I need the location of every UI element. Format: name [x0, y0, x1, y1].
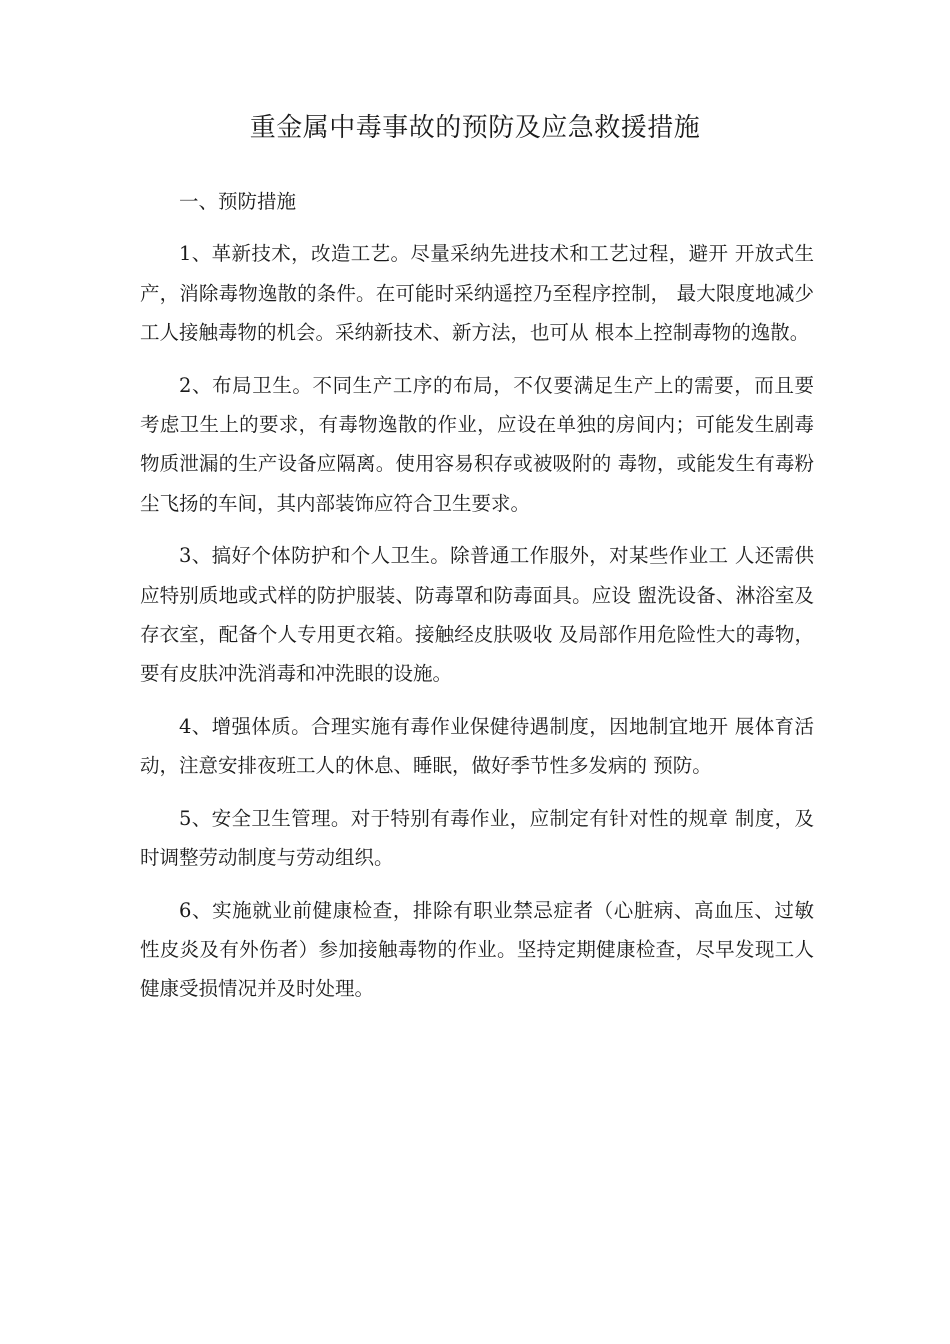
paragraph-6: 6、实施就业前健康检查，排除有职业禁忌症者（心脏病、高血压、过敏性皮炎及有外伤者）参加接触毒物的作业。坚持定期健康检查，尽早发现工人健康受损情况并及时处理。 — [140, 898, 814, 1001]
document-title: 重金属中毒事故的预防及应急救援措施 — [249, 113, 701, 143]
paragraph-5: 5、安全卫生管理。对于特别有毒作业，应制定有针对性的规章 制度，及时调整劳动制度与劳动组织。 — [140, 806, 814, 870]
paragraph-3: 3、搞好个体防护和个人卫生。除普通工作服外，对某些作业工 人还需供应特别质地或式样的防护服装、防毒罩和防毒面具。应设 盥洗设备、淋浴室及存衣室，配备个人专用更衣箱。接触经皮肤吸收 及局部作用危险性大的毒物，要有皮肤冲洗消毒和冲洗眼的设施。 — [140, 544, 814, 686]
document-body — [140, 182, 814, 1022]
paragraph-2: 2、布局卫生。不同生产工序的布局，不仅要满足生产上的需要，而且要考虑卫生上的要求，有毒物逸散的作业，应设在单独的房间内；可能发生剧毒物质泄漏的生产设备应隔离。使用容易积存或被吸附的 毒物，或能发生有毒粉尘飞扬的车间，其内部装饰应符合卫生要求。 — [140, 373, 814, 515]
section-heading: 一、预防措施 — [179, 190, 297, 213]
paragraph-1: 1、革新技术，改造工艺。尽量采纳先进技术和工艺过程，避开 开放式生产，消除毒物逸散的条件。在可能时采纳遥控乃至程序控制， 最大限度地减少工人接触毒物的机会。采纳新技术、新方法，也可从 根本上控制毒物的逸散。 — [140, 242, 814, 345]
paragraph-4: 4、增强体质。合理实施有毒作业保健待遇制度，因地制宜地开 展体育活动，注意安排夜班工人的休息、睡眠，做好季节性多发病的 预防。 — [140, 714, 814, 778]
